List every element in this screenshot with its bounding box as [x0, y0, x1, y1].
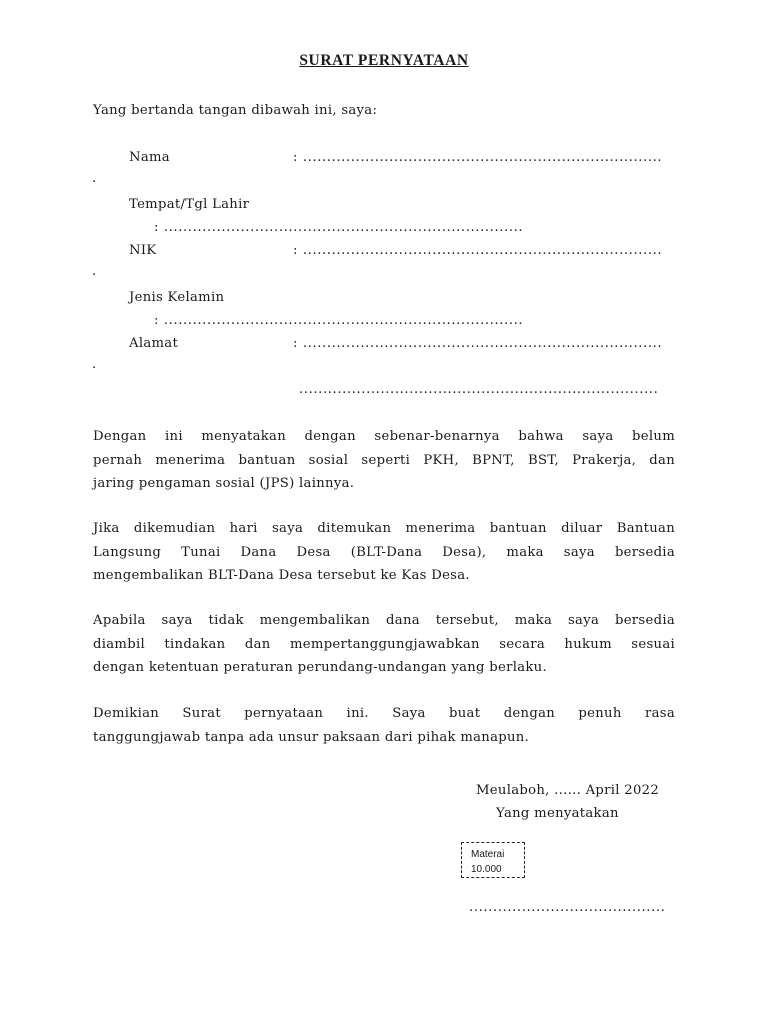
- paragraph-consequence: [93, 609, 675, 680]
- intro-text: Yang bertanda tangan dibawah ini, saya:: [93, 103, 378, 118]
- materai-stamp-box: [461, 842, 525, 878]
- place-date: Meulaboh, ...... April 2022: [476, 783, 660, 798]
- field-label-nama: Nama: [129, 150, 170, 165]
- field-value-alamat: : ...........................................................................: [293, 336, 663, 351]
- paragraph-line: diambil tindakan dan mempertanggungjawabkan secara hukum sesuai: [93, 636, 675, 652]
- stamp-value: 10.000: [471, 864, 502, 875]
- paragraph-line: Jika dikemudian hari saya ditemukan menerima bantuan diluar Bantuan: [93, 521, 675, 536]
- paragraph-line: tanggungjawab tanpa ada unsur paksaan dari pihak manapun.: [93, 729, 530, 745]
- stray-dot: .: [92, 357, 97, 372]
- field-label-nik: NIK: [129, 243, 157, 258]
- paragraph-line: dengan ketentuan peraturan perundang-undangan yang berlaku.: [93, 660, 547, 675]
- paragraph-closing: [93, 702, 675, 749]
- paragraph-line: Apabila saya tidak mengembalikan dana tersebut, maka saya bersedia: [93, 613, 675, 628]
- paragraph-line: Dengan ini menyatakan dengan sebenar-benarnya bahwa saya belum: [93, 429, 675, 444]
- stamp-label: Materai: [471, 849, 505, 860]
- paragraph-line: Demikian Surat pernyataan ini. Saya buat dengan penuh rasa: [93, 706, 675, 721]
- field-label-jenis-kelamin: Jenis Kelamin: [129, 290, 225, 305]
- paragraph-line: Langsung Tunai Dana Desa (BLT-Dana Desa), maka saya bersedia: [93, 544, 675, 560]
- paragraph-line: jaring pengaman sosial (JPS) lainnya.: [93, 476, 355, 491]
- stray-dot: .: [92, 171, 97, 186]
- signature-label: Yang menyatakan: [496, 806, 619, 821]
- field-label-alamat: Alamat: [129, 336, 179, 351]
- field-value-nama: : ...........................................................................: [293, 150, 663, 165]
- field-label-tempat-tgl-lahir: Tempat/Tgl Lahir: [129, 197, 250, 212]
- stray-dot: .: [92, 264, 97, 279]
- document-title: SURAT PERNYATAAN: [299, 52, 469, 69]
- paragraph-statement: [93, 425, 675, 496]
- paragraph-line: pernah menerima bantuan sosial seperti PKH, BPNT, BST, Prakerja, dan: [93, 452, 675, 468]
- signature-name-line: .........................................: [469, 900, 666, 915]
- paragraph-condition: [93, 517, 675, 588]
- field-value-tempat-tgl-lahir: : ...........................................................................: [154, 220, 524, 235]
- field-value-alamat-continuation: ...........................................................................: [299, 382, 659, 397]
- field-value-jenis-kelamin: : ...........................................................................: [154, 313, 524, 328]
- field-value-nik: : ...........................................................................: [293, 243, 663, 258]
- paragraph-line: mengembalikan BLT-Dana Desa tersebut ke Kas Desa.: [93, 568, 470, 583]
